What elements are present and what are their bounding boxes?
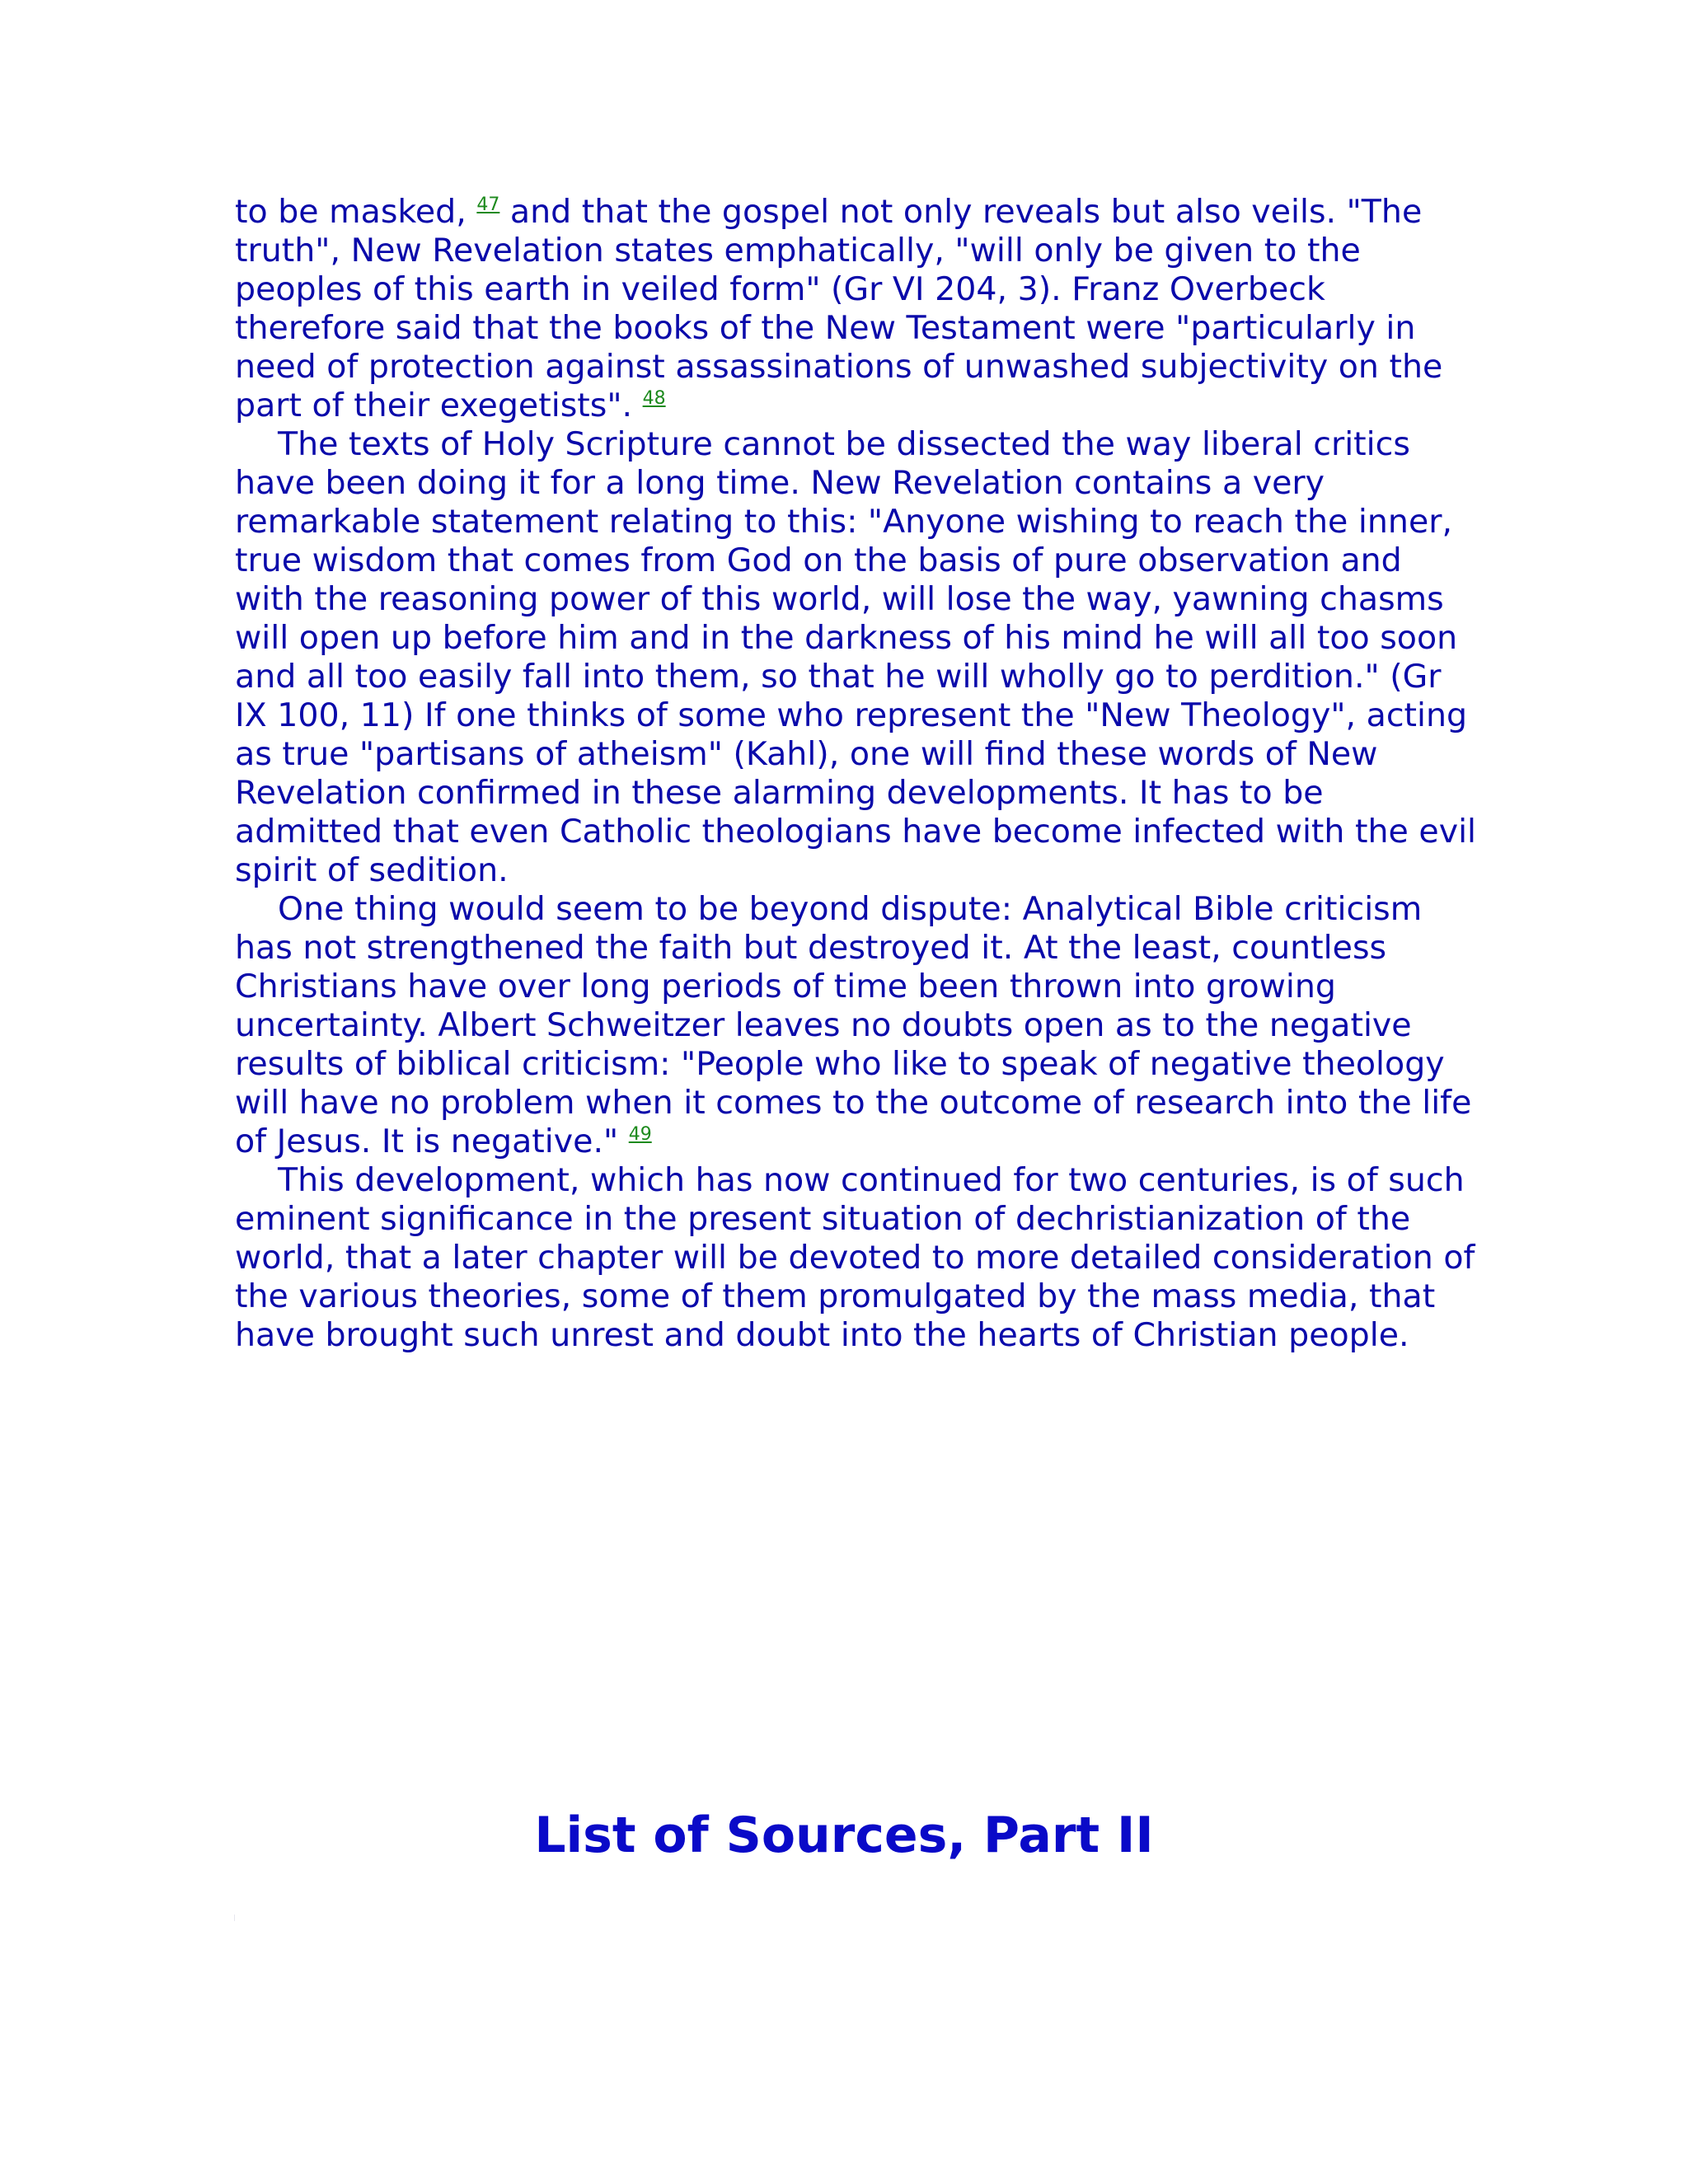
paragraph-text: and that the gospel not only reveals but also veils. "The truth", New Revelation states emphatically, "will only be given to the peoples of this earth in veiled form" (Gr VI 204, 3). Franz Overbeck therefore said that the books of the New Testament were "particularly in need of protection against assassinations of unwashed subjectivity on the part of their exegetists".	[235, 193, 1443, 424]
paragraph-2	[235, 425, 1479, 890]
section-heading: List of Sources, Part II	[534, 1807, 1154, 1864]
footnote-link-49[interactable]: 49	[628, 1124, 652, 1145]
paragraph-1	[235, 193, 1479, 425]
paragraph-text: This development, which has now continued for two centuries, is of such eminent significance in the present situation of dechristianization of the world, that a later chapter will be devoted to more detailed consideration of the various theories, some of them promulgated by the mass media, that have brought such unrest and doubt into the hearts of Christian people.	[235, 1161, 1475, 1354]
paragraph-text: One thing would seem to be beyond dispute: Analytical Bible criticism has not strengthened the faith but destroyed it. At the least, countless Christians have over long periods of time been thrown into growing uncertainty. Albert Schweitzer leaves no doubts open as to the negative results of biblical criticism: "People who like to speak of negative theology will have no problem when it comes to the outcome of research into the life of Jesus. It is negative."	[235, 890, 1472, 1160]
paragraph-4	[235, 1161, 1479, 1355]
footnote-link-48[interactable]: 48	[642, 388, 666, 409]
body-text	[235, 193, 1479, 1355]
paragraph-3	[235, 890, 1479, 1161]
paragraph-text: to be masked,	[235, 193, 477, 231]
paragraph-text: The texts of Holy Scripture cannot be dissected the way liberal critics have been doing it for a long time. New Revelation contains a very remarkable statement relating to this: "Anyone wishing to reach the inner, true wisdom that comes from God on the basis of pure observation and with the reasoning power of this world, will lose the way, yawning chasms will open up before him and in the darkness of his mind he will all too soon and all too easily fall into them, so that he will wholly go to perdition." (Gr IX 100, 11) If one thinks of some who represent the "New Theology", acting as true "partisans of atheism" (Kahl), one will find these words of New Revelation confirmed in these alarming developments. It has to be admitted that even Catholic theologians have become infected with the evil spirit of sedition.	[235, 425, 1477, 889]
page-mark	[234, 1915, 235, 1921]
footnote-link-47[interactable]: 47	[476, 194, 500, 215]
